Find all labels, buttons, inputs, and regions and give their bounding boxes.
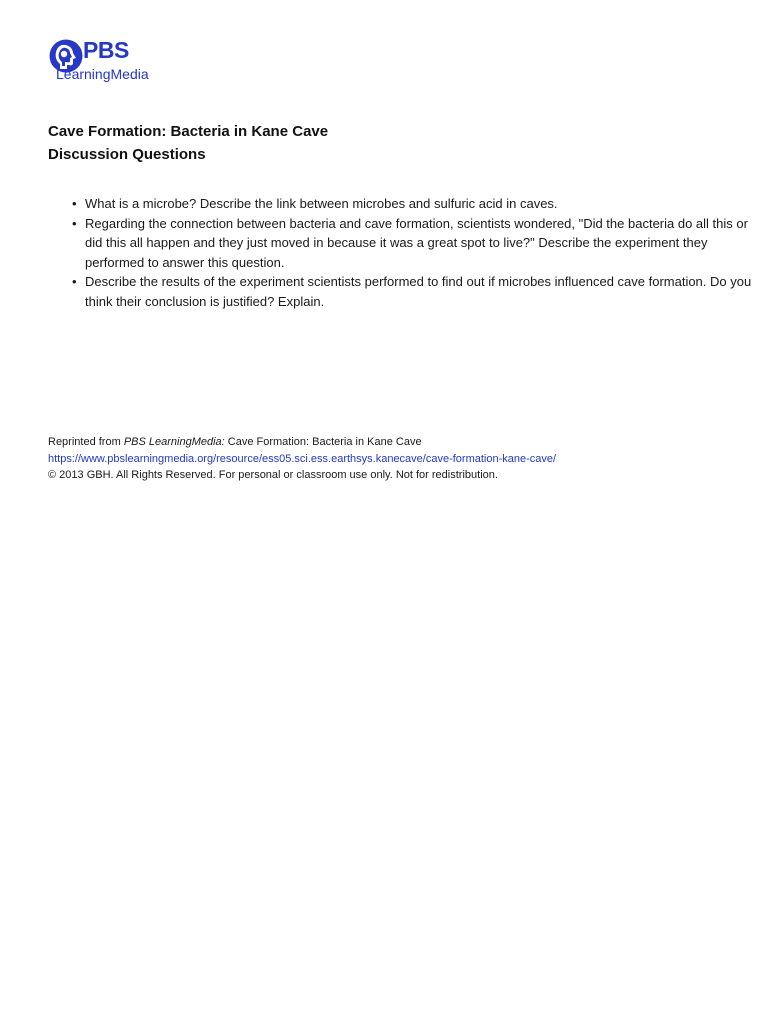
discussion-questions-list: [48, 194, 765, 312]
source-name: PBS LearningMedia:: [123, 436, 225, 448]
reprint-prefix: Reprinted from: [48, 436, 124, 448]
resource-title: Cave Formation: Bacteria in Kane Cave: [224, 436, 422, 448]
document-title: [48, 120, 328, 166]
copyright-notice: © 2013 GBH. All Rights Reserved. For personal or classroom use only. Not for redistribution.: [48, 469, 498, 481]
logo-brand-text: PBS: [83, 37, 129, 63]
title-line-1: Cave Formation: Bacteria in Kane Cave: [48, 123, 329, 140]
citation-footer: [48, 434, 748, 484]
question-item: • Regarding the connection between bacteria and cave formation, scientists wondered, "Did the bacteria do all this or did this all happen and they just moved in because it was a great spot to live?" Describe the experiment they performed to answer this question.: [85, 214, 765, 273]
pbs-learningmedia-logo: [48, 38, 188, 86]
question-item: • What is a microbe? Describe the link between microbes and sulfuric acid in caves.: [85, 194, 765, 214]
question-item: • Describe the results of the experiment scientists performed to find out if microbes influenced cave formation. Do you think their conclusion is justified? Explain.: [85, 272, 765, 311]
reprint-line: [48, 434, 748, 451]
source-url-link[interactable]: https://www.pbslearningmedia.org/resource/ess05.sci.ess.earthsys.kanecave/cave-formation-kane-cave/: [48, 452, 557, 465]
title-line-2: Discussion Questions: [48, 146, 206, 163]
logo-subtitle-text: LearningMedia: [56, 66, 149, 82]
source-link-line: [48, 451, 748, 468]
